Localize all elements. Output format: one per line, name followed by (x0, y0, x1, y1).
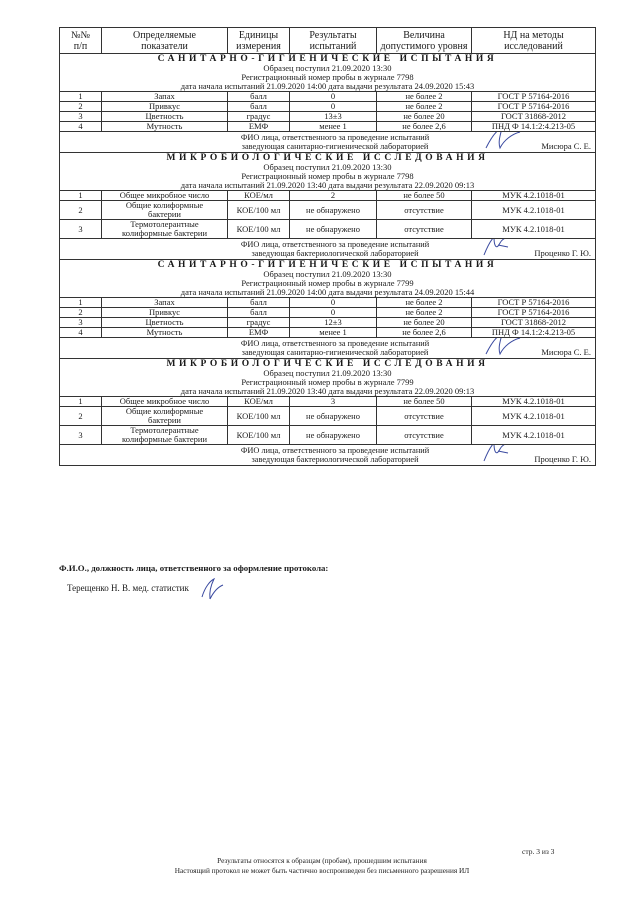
responsible-label: ФИО лица, ответственного за проведение испытаний (240, 133, 430, 142)
sample-received: Образец поступил 21.09.2020 13:30 (60, 163, 596, 172)
cell-method: МУК 4.2.1018-01 (472, 220, 596, 239)
cell-unit: КОЕ/100 мл (228, 426, 290, 445)
cell-num: 2 (60, 407, 102, 426)
signature-mark (478, 445, 524, 466)
cell-indicator: Запах (102, 92, 228, 102)
responsible-row (60, 132, 596, 153)
sample-received: Образец поступил 21.09.2020 13:30 (60, 270, 596, 279)
cell-method: ГОСТ Р 57164-2016 (472, 308, 596, 318)
signature-mark (478, 239, 524, 260)
cell-limit: отсутствие (377, 201, 472, 220)
test-dates: дата начала испытаний 21.09.2020 14:00 дата выдачи результата 24.09.2020 15:43 (60, 82, 596, 92)
cell-num: 3 (60, 112, 102, 122)
cell-method: ГОСТ Р 57164-2016 (472, 92, 596, 102)
cell-unit: градус (228, 318, 290, 328)
responsible-row (60, 445, 596, 466)
table-row (60, 318, 596, 328)
cell-result: менее 1 (290, 328, 377, 338)
cell-num: 3 (60, 318, 102, 328)
cell-indicator: Общее микробное число (102, 397, 228, 407)
cell-unit: балл (228, 92, 290, 102)
signature-statistician (196, 577, 226, 603)
table-row (60, 122, 596, 132)
cell-indicator: Мутность (102, 122, 228, 132)
responsible-name: Мисюра С. Е. (541, 347, 591, 357)
cell-result: не обнаружено (290, 220, 377, 239)
cell-result: не обнаружено (290, 201, 377, 220)
cell-result: не обнаружено (290, 426, 377, 445)
col-indicators-header: Определяемые показатели (102, 28, 228, 54)
cell-indicator: Цветность (102, 112, 228, 122)
sample-received: Образец поступил 21.09.2020 13:30 (60, 64, 596, 73)
cell-indicator: Запах (102, 298, 228, 308)
cell-result: не обнаружено (290, 407, 377, 426)
responsible-label: ФИО лица, ответственного за проведение испытаний (240, 339, 430, 348)
page-number: стр. 3 из 3 (522, 847, 555, 856)
responsible-label: ФИО лица, ответственного за проведение испытаний (240, 240, 430, 249)
table-row (60, 191, 596, 201)
protocol-sheet (59, 27, 595, 466)
responsible-name: Проценко Г. Ю. (534, 454, 591, 464)
cell-num: 3 (60, 220, 102, 239)
footer-responsible-person: Терещенко Н. В. мед. статистик (67, 583, 189, 593)
responsible-position: заведующая санитарно-гигиенической лабораторией (241, 142, 429, 151)
table-row (60, 92, 596, 102)
cell-indicator: Привкус (102, 308, 228, 318)
responsible-label: ФИО лица, ответственного за проведение испытаний (240, 446, 430, 455)
table-row (60, 201, 596, 220)
cell-result: 0 (290, 92, 377, 102)
section-title: САНИТАРНО-ГИГИЕНИЧЕСКИЕ ИСПЫТАНИЯ (60, 54, 596, 65)
cell-method: МУК 4.2.1018-01 (472, 407, 596, 426)
cell-method: ГОСТ 31868-2012 (472, 318, 596, 328)
cell-method: МУК 4.2.1018-01 (472, 426, 596, 445)
responsible-position: заведующая бактериологической лабораторией (251, 249, 419, 258)
col-results-header: Результаты испытаний (290, 28, 377, 54)
test-dates: дата начала испытаний 21.09.2020 14:00 дата выдачи результата 24.09.2020 15:44 (60, 288, 596, 298)
cell-method: ГОСТ Р 57164-2016 (472, 102, 596, 112)
cell-result: 3 (290, 397, 377, 407)
footer-responsible-label: Ф.И.О., должность лица, ответственного за оформление протокола: (59, 563, 329, 573)
cell-num: 1 (60, 298, 102, 308)
sample-received: Образец поступил 21.09.2020 13:30 (60, 369, 596, 378)
responsible-position: заведующая бактериологической лабораторией (251, 455, 419, 464)
cell-unit: балл (228, 298, 290, 308)
cell-unit: градус (228, 112, 290, 122)
col-methods-header: НД на методы исследований (472, 28, 596, 54)
footer-notes (150, 856, 494, 876)
cell-limit: отсутствие (377, 220, 472, 239)
sample-registration: Регистрационный номер пробы в журнале 7798 (60, 73, 596, 82)
cell-limit: не более 2 (377, 102, 472, 112)
cell-method: МУК 4.2.1018-01 (472, 397, 596, 407)
cell-result: 0 (290, 102, 377, 112)
responsible-name: Мисюра С. Е. (541, 141, 591, 151)
cell-limit: не более 20 (377, 112, 472, 122)
table-header (60, 28, 596, 54)
cell-unit: балл (228, 102, 290, 112)
section-title: МИКРОБИОЛОГИЧЕСКИЕ ИССЛЕДОВАНИЯ (60, 153, 596, 164)
cell-unit: КОЕ/100 мл (228, 407, 290, 426)
section-title: МИКРОБИОЛОГИЧЕСКИЕ ИССЛЕДОВАНИЯ (60, 359, 596, 370)
cell-result: 0 (290, 298, 377, 308)
signature-mark (478, 338, 524, 359)
cell-indicator: Термотолерантные колиформные бактерии (102, 426, 228, 445)
protocol-footer (59, 563, 599, 593)
cell-num: 2 (60, 102, 102, 112)
cell-indicator: Привкус (102, 102, 228, 112)
test-dates: дата начала испытаний 21.09.2020 13:40 дата выдачи результата 22.09.2020 09:13 (60, 181, 596, 191)
cell-method: МУК 4.2.1018-01 (472, 191, 596, 201)
cell-result: 12±3 (290, 318, 377, 328)
cell-limit: не более 50 (377, 191, 472, 201)
cell-indicator: Мутность (102, 328, 228, 338)
table-row (60, 112, 596, 122)
table-row (60, 328, 596, 338)
cell-limit: не более 2 (377, 308, 472, 318)
cell-unit: КОЕ/мл (228, 397, 290, 407)
table-row (60, 407, 596, 426)
sample-registration: Регистрационный номер пробы в журнале 7799 (60, 378, 596, 387)
sample-registration: Регистрационный номер пробы в журнале 7798 (60, 172, 596, 181)
table-row (60, 308, 596, 318)
responsible-row (60, 338, 596, 359)
cell-num: 1 (60, 397, 102, 407)
cell-method: ПНД Ф 14.1:2:4.213-05 (472, 122, 596, 132)
cell-limit: не более 2,6 (377, 122, 472, 132)
responsible-name: Проценко Г. Ю. (534, 248, 591, 258)
cell-indicator: Общее микробное число (102, 191, 228, 201)
test-dates: дата начала испытаний 21.09.2020 13:40 дата выдачи результата 22.09.2020 09:13 (60, 387, 596, 397)
cell-num: 4 (60, 122, 102, 132)
section-title: САНИТАРНО-ГИГИЕНИЧЕСКИЕ ИСПЫТАНИЯ (60, 260, 596, 271)
protocol-table (59, 27, 596, 466)
cell-indicator: Общие колиформные бактерии (102, 407, 228, 426)
cell-result: 0 (290, 308, 377, 318)
cell-num: 1 (60, 92, 102, 102)
cell-method: ГОСТ Р 57164-2016 (472, 298, 596, 308)
cell-unit: КОЕ/100 мл (228, 220, 290, 239)
cell-limit: отсутствие (377, 407, 472, 426)
cell-result: 2 (290, 191, 377, 201)
cell-limit: не более 2,6 (377, 328, 472, 338)
cell-unit: ЕМФ (228, 328, 290, 338)
cell-unit: балл (228, 308, 290, 318)
cell-result: менее 1 (290, 122, 377, 132)
cell-limit: не более 2 (377, 92, 472, 102)
table-row (60, 298, 596, 308)
cell-limit: отсутствие (377, 426, 472, 445)
table-row (60, 397, 596, 407)
cell-num: 4 (60, 328, 102, 338)
col-num-header: №№ п/п (60, 28, 102, 54)
cell-num: 2 (60, 201, 102, 220)
cell-indicator: Цветность (102, 318, 228, 328)
responsible-row (60, 239, 596, 260)
cell-method: МУК 4.2.1018-01 (472, 201, 596, 220)
table-body (60, 54, 596, 466)
cell-unit: КОЕ/мл (228, 191, 290, 201)
signature-mark (478, 132, 524, 153)
cell-limit: не более 2 (377, 298, 472, 308)
table-row (60, 426, 596, 445)
cell-num: 1 (60, 191, 102, 201)
cell-indicator: Общие колиформные бактерии (102, 201, 228, 220)
cell-result: 13±3 (290, 112, 377, 122)
cell-indicator: Термотолерантные колиформные бактерии (102, 220, 228, 239)
cell-unit: ЕМФ (228, 122, 290, 132)
responsible-position: заведующая санитарно-гигиенической лабораторией (241, 348, 429, 357)
cell-method: ГОСТ 31868-2012 (472, 112, 596, 122)
cell-num: 2 (60, 308, 102, 318)
footer-note-results: Результаты относятся к образцам (пробам), прошедшим испытания (217, 856, 427, 865)
cell-unit: КОЕ/100 мл (228, 201, 290, 220)
table-row (60, 102, 596, 112)
table-row (60, 220, 596, 239)
col-units-header: Единицы измерения (228, 28, 290, 54)
col-limit-header: Величина допустимого уровня (377, 28, 472, 54)
footer-note-copyright: Настоящий протокол не может быть частично воспроизведен без письменного разрешения ИЛ (174, 866, 470, 875)
sample-registration: Регистрационный номер пробы в журнале 7799 (60, 279, 596, 288)
cell-limit: не более 20 (377, 318, 472, 328)
cell-limit: не более 50 (377, 397, 472, 407)
cell-method: ПНД Ф 14.1:2:4.213-05 (472, 328, 596, 338)
cell-num: 3 (60, 426, 102, 445)
